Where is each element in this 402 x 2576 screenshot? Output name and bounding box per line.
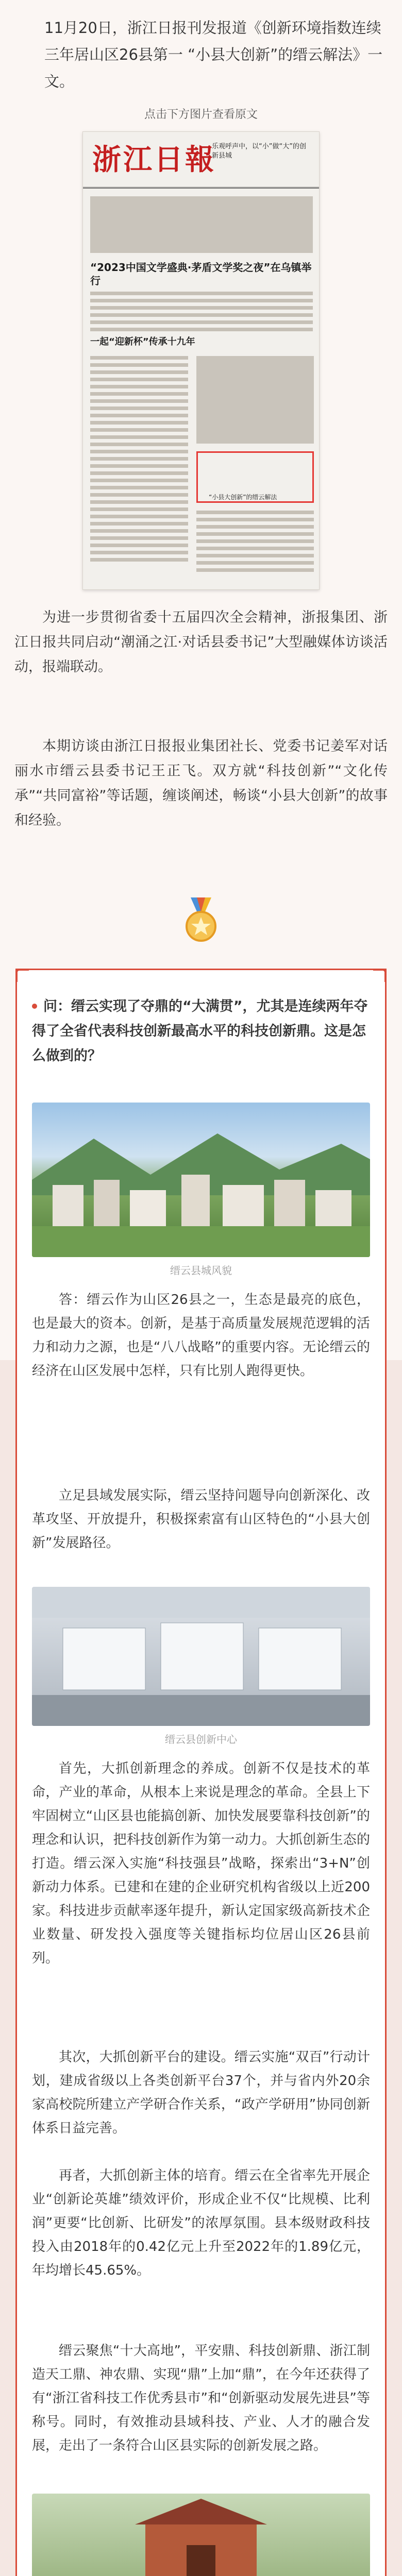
newspaper-masthead xyxy=(83,132,319,189)
newspaper-logo: 浙江日報 xyxy=(92,143,216,177)
answer-1c: 缙云聚焦“十大高地”，平安鼎、科技创新鼎、浙江制造天工鼎、神农鼎、实现“鼎”上加“鼎”，在今年还获得了有“浙江省科技工作优秀县市”和“创新驱动发展先进县”等称号。同时，有效推动县域科技、产业、人才的融合发展，走出了一条符合山区县实际的创新发展之路。 xyxy=(32,2343,370,2453)
newspaper-headline-2: 一起“迎新杯”传承十九年 xyxy=(90,336,195,347)
highlight-label: “小县大创新”的缙云解法 xyxy=(207,493,279,501)
answer-1-para-2: 立足县域发展实际，缙云坚持问题导向创新深化、改革攻坚、开放提升，积极探索富有山区特色的“小县大创新”发展路径。 xyxy=(32,1488,370,1551)
card-corner xyxy=(15,969,29,982)
photo-caption-1: 缙云县城风貌 xyxy=(170,1264,232,1277)
answer-1b-para-1: 首先，大抓创新理念的养成。创新不仅是技术的革命，产业的革命，从根本上来说是理念的革命。全县上下牢固树立“山区县也能搞创新、加快发展要靠科技创新”的理念和认识，把科技创新作为第一动力。大抓创新生态的打造。缙云深入实施“科技强县”战略，探索出“3+N”创新动力体系。已建和在建的企业研究机构省级以上近200家。科技进步贡献率逐年提升，新认定国家级高新技术企业数量、研发投入强度等关键指标均位居山区26县前列。 xyxy=(32,1761,370,1966)
newspaper-photo-2 xyxy=(196,356,314,444)
question-1 xyxy=(32,994,370,1069)
newspaper-photo xyxy=(90,196,313,253)
answer-1b-para-3: 再者，大抓创新主体的培育。缙云在全省率先开展企业“创新论英雄”绩效评价，形成企业不仅“比规模、比利润”更要“比创新、比研发”的浓厚氛围。县本级财政科技投入由2018年的0.42亿元上升至2022年的1.89亿元，年均增长45.65%。 xyxy=(32,2168,370,2278)
answer-1-para-1: 答：缙云作为山区26县之一，生态是最亮的底色，也是最大的资本。创新，是基于高质量发展规范逻辑的活力和动力之源，也是“八八战略”的重要内容。无论缙云的经济在山区发展中怎样，只有比别人跑得更快。 xyxy=(32,1292,370,1379)
newspaper-text-block-right xyxy=(196,511,314,575)
hall-illustration xyxy=(32,1587,370,1726)
photo-county-view xyxy=(32,1103,370,1257)
newspaper-text-block-left xyxy=(90,356,188,565)
ceremony-illustration xyxy=(32,2494,370,2576)
bullet-icon xyxy=(32,1004,37,1009)
newspaper-text-block xyxy=(90,292,313,335)
newspaper-side-headline: 乐观呼声中，以“小”做“大”的创新县城 xyxy=(212,143,306,160)
paragraph-1: 为进一步贯彻省委十五届四次全会精神，浙报集团、浙江日报共同启动“潮涌之江·对话县委书记”大型融媒体访谈活动，报端联动。 xyxy=(14,609,388,675)
answer-1b-para-2: 其次，大抓创新平台的建设。缙云实施“双百”行动计划，建成省级以上各类创新平台37个，并与省内外20余家高校院所建立产学研合作关系，“政产学研用”协同创新体系日益完善。 xyxy=(32,2049,370,2136)
photo-caption-2: 缙云县创新中心 xyxy=(165,1733,237,1745)
medal-icon xyxy=(177,896,225,944)
intro-paragraph xyxy=(14,14,388,95)
intro-text: 11月20日，浙江日报刊发报道《创新环境指数连续三年居山区26县第一 “小县大创新”的缙云解法》一文。 xyxy=(44,19,383,90)
newspaper-image[interactable] xyxy=(82,131,320,590)
photo-ceremony xyxy=(32,2494,370,2576)
question-1-text: 问：缙云实现了夺鼎的“大满贯”，尤其是连续两年夺得了全省代表科技创新最高水平的科技创新鼎。这是怎么做到的？ xyxy=(32,998,368,1064)
newspaper-headline-1: “2023中国文学盛典·茅盾文学奖之夜”在乌镇举行 xyxy=(90,261,312,287)
card-corner xyxy=(373,969,387,982)
city-illustration xyxy=(32,1103,370,1257)
paragraph-2: 本期访谈由浙江日报报业集团社长、党委书记姜军对话丽水市缙云县委书记王正飞。双方就“科技创新”“文化传承”“共同富裕”等话题，缠谈阐述，畅谈“小县大创新”的故事和经验。 xyxy=(14,738,388,828)
photo-innovation-center xyxy=(32,1587,370,1726)
image-caption: 点击下方图片查看原文 xyxy=(144,108,258,121)
